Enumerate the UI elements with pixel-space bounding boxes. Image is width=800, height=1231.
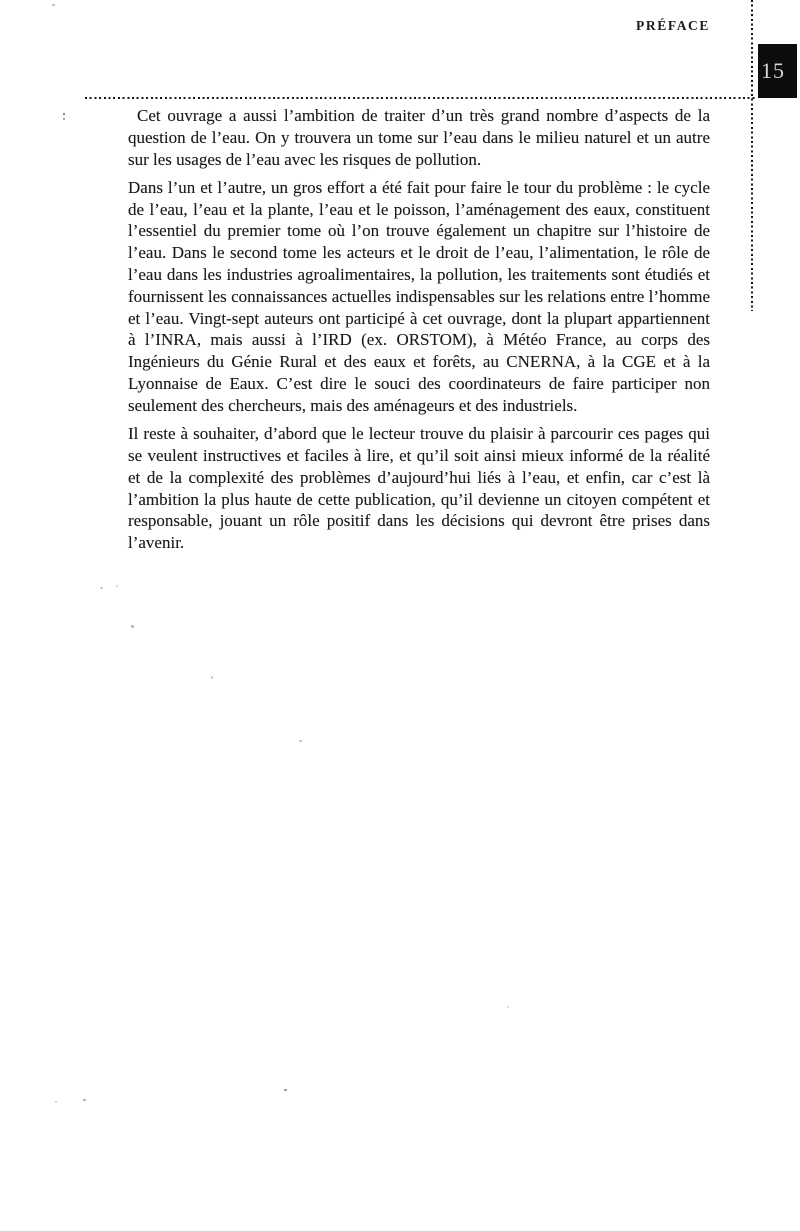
scan-speck-artifact: [284, 1089, 287, 1091]
horizontal-dotted-rule: [85, 97, 757, 99]
scan-speck-artifact: [63, 118, 65, 120]
scan-speck-artifact: [131, 625, 134, 628]
paragraph-2: Dans l’un et l’autre, un gros effort a été fait pour faire le tour du problème : le cycle de l’eau, l’eau et la plante, l’eau et le poisson, l’aménagement des eaux, constituent l’essentiel du premier tome où l’on trouve également un chapitre sur l’histoire de l’eau. Dans le second tome les acteurs et le droit de l’eau, l’alimentation, le rôle de l’eau dans les industries agroalimentaires, la pollution, les traitements sont étudiés et fournissent les connaissances actuelles indispensables sur les relations entre l’homme et l’eau. Vingt-sept auteurs ont participé à cet ouvrage, dont la plupart appartiennent à l’INRA, mais aussi à l’IRD (ex. ORSTOM), à Météo France, au corps des Ingénieurs du Génie Rural et des eaux et forêts, au CNERNA, à la CGE et à la Lyonnaise de Eaux. C’est dire le souci des coordinateurs de faire participer non seulement des chercheurs, mais des aménageurs et des industriels.: [128, 177, 710, 415]
scan-speck-artifact: [211, 676, 213, 679]
scan-speck-artifact: [63, 113, 65, 115]
scan-speck-artifact: [100, 587, 103, 589]
vertical-dotted-rule: [751, 0, 753, 311]
paragraph-1: Cet ouvrage a aussi l’ambition de traiter d’un très grand nombre d’aspects de la question de l’eau. On y trouvera un tome sur l’eau dans le milieu naturel et un autre sur les usages de l’eau avec les risques de pollution.: [128, 106, 710, 169]
running-header-title: PRÉFACE: [636, 18, 710, 33]
page-number-box: [758, 44, 797, 98]
scan-speck-artifact: [52, 4, 55, 6]
scan-speck-artifact: [83, 1099, 86, 1101]
scan-speck-artifact: [299, 740, 302, 742]
page-number: 15: [761, 58, 785, 83]
scan-speck-artifact: [116, 585, 118, 587]
paragraph-3: Il reste à souhaiter, d’abord que le lecteur trouve du plaisir à parcourir ces pages qui se veulent instructives et faciles à lire, et qu’il soit ainsi mieux informé de la réalité et de la complexité des problèmes d’aujourd’hui liés à l’eau, et enfin, car c’est là l’ambition la plus haute de cette publication, qu’il devienne un citoyen compétent et responsable, jouant un rôle positif dans les décisions qui devront être prises dans l’avenir.: [128, 424, 710, 553]
preface-body-text: [128, 105, 710, 560]
scan-speck-artifact: [507, 1006, 509, 1008]
scan-speck-artifact: [55, 1101, 57, 1103]
